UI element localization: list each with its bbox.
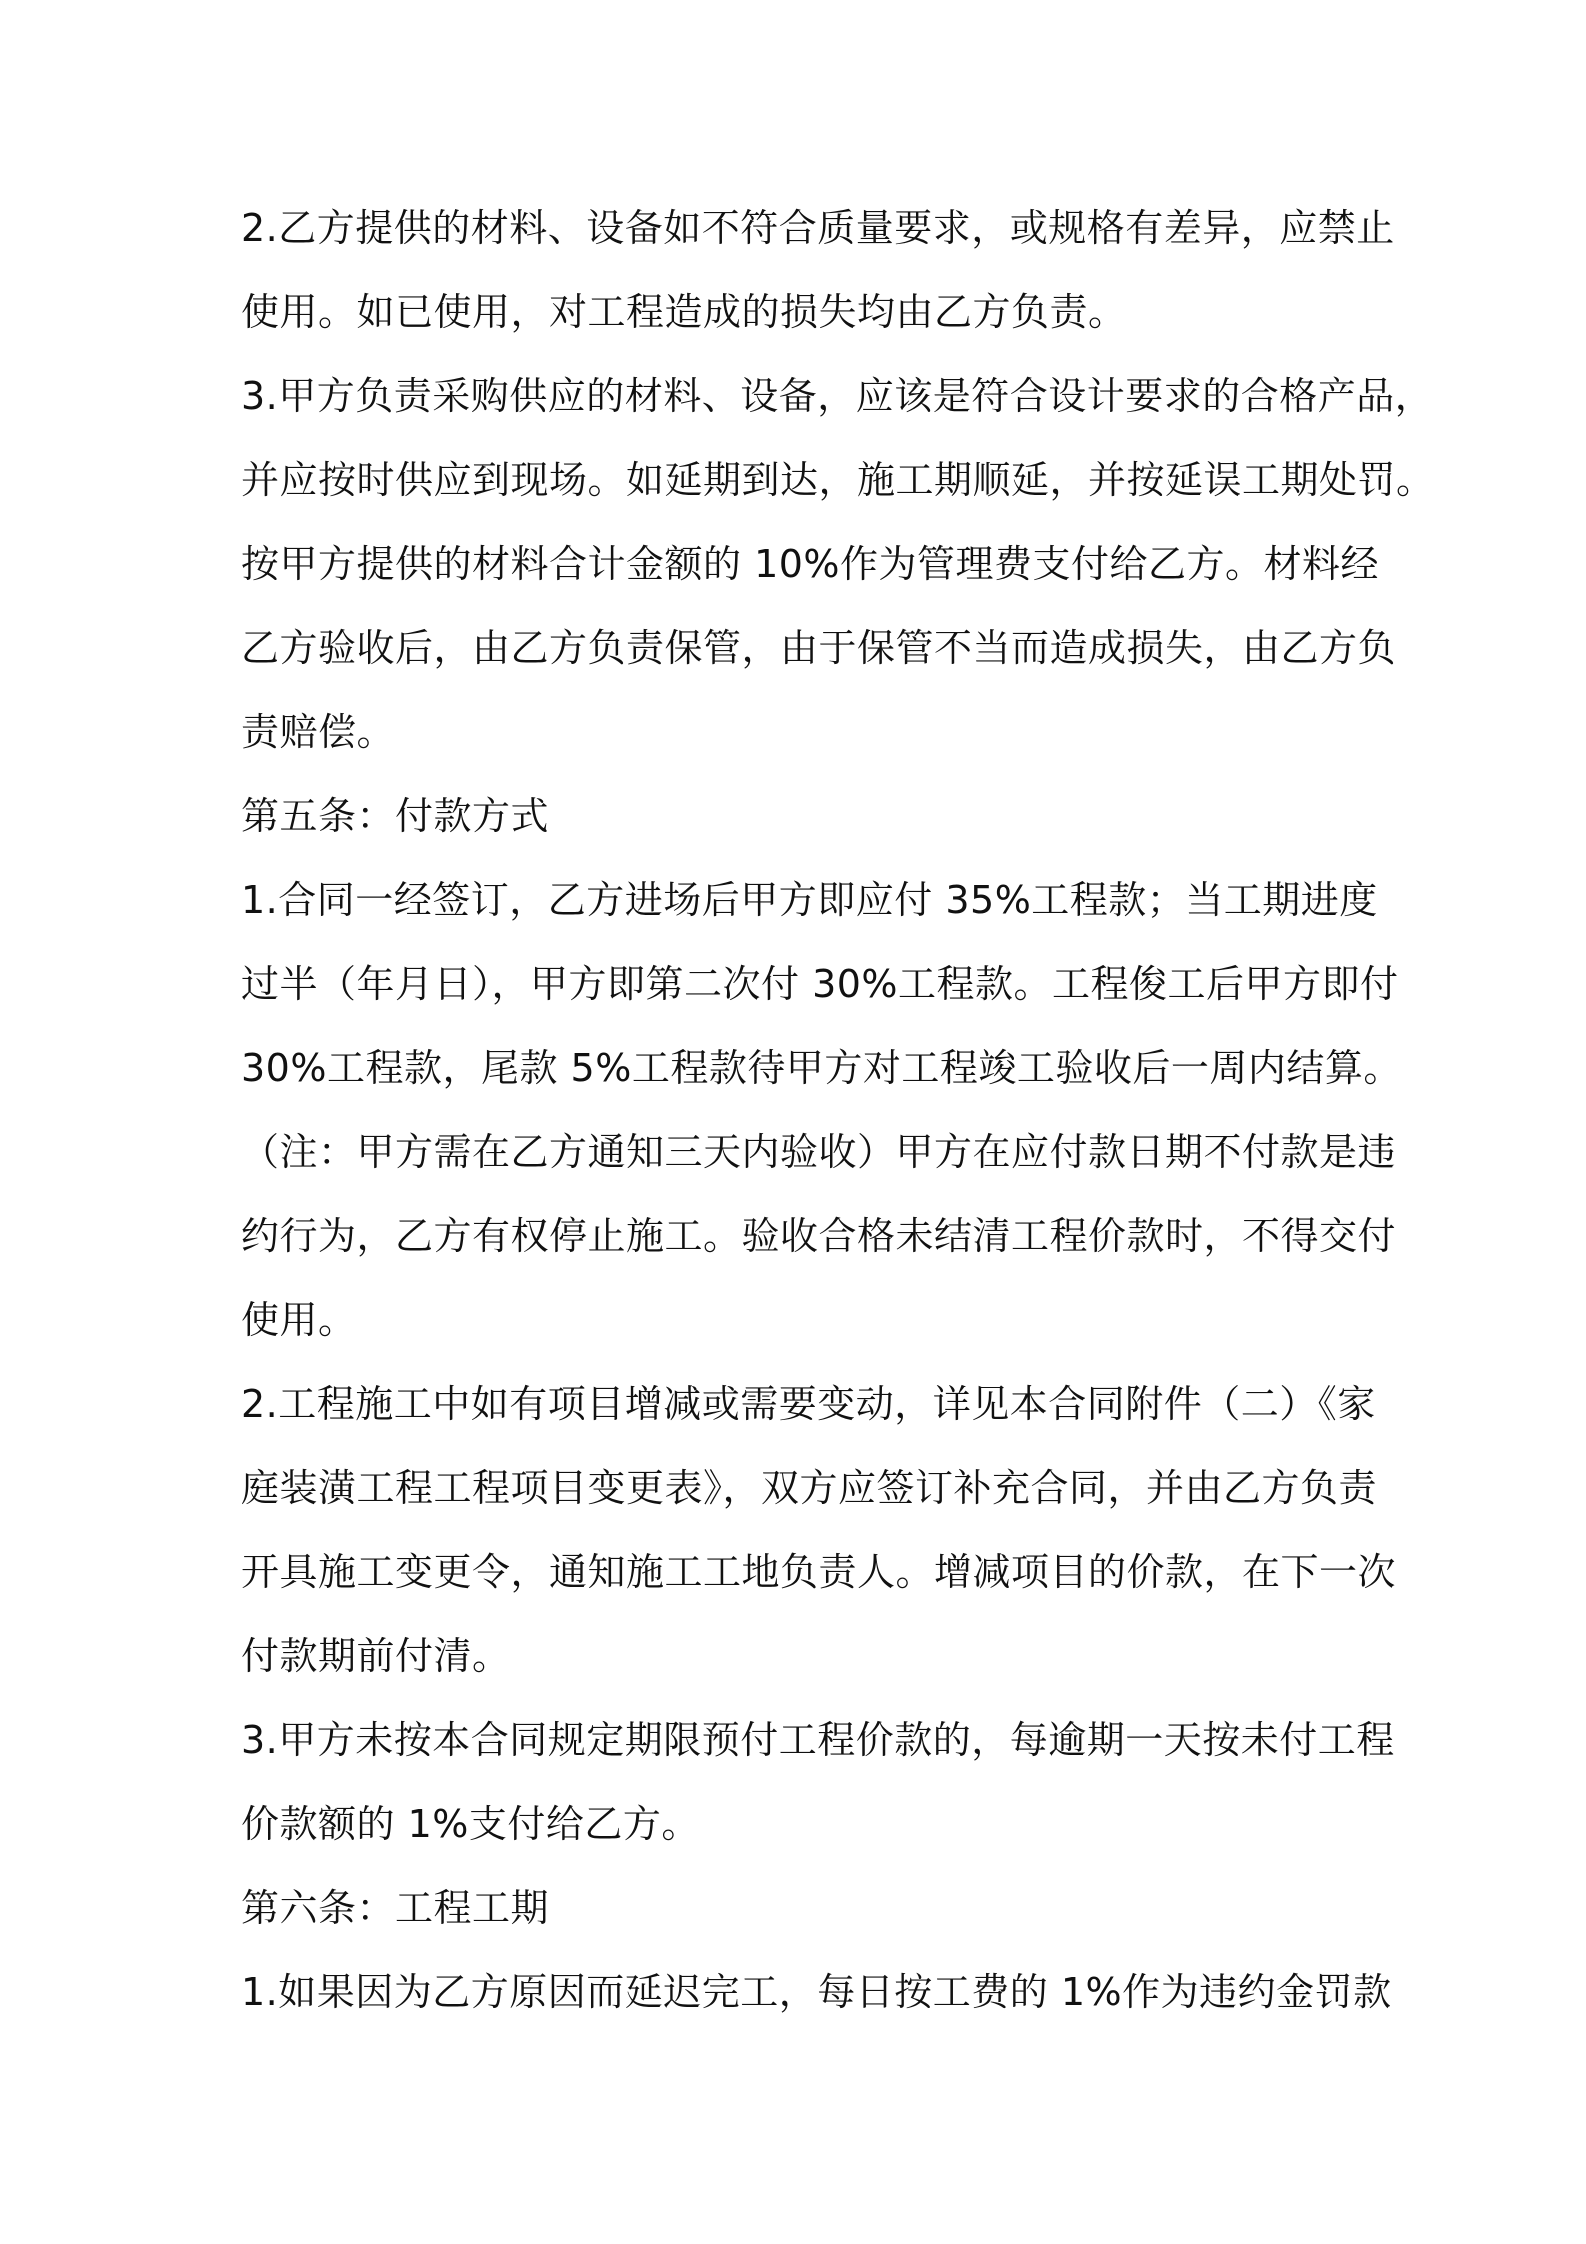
document-body (241, 186, 1435, 2034)
body-line: 1.合同一经签订，乙方进场后甲方即应付 35%工程款；当工期进度 (241, 878, 1378, 922)
section-heading: 第六条：工程工期 (241, 1886, 550, 1930)
body-line: 并应按时供应到现场。如延期到达，施工期顺延，并按延误工期处罚。 (241, 458, 1435, 502)
body-line: 约行为，乙方有权停止施工。验收合格未结清工程价款时，不得交付 (241, 1214, 1397, 1258)
body-line: 价款额的 1%支付给乙方。 (241, 1802, 700, 1846)
body-line: 3.甲方未按本合同规定期限预付工程价款的，每逾期一天按未付工程 (241, 1718, 1395, 1762)
body-line: 使用。 (241, 1298, 357, 1342)
body-line: 1.如果因为乙方原因而延迟完工，每日按工费的 1%作为违约金罚款 (241, 1970, 1392, 2014)
body-line: 责赔偿。 (241, 710, 396, 754)
body-line: 3.甲方负责采购供应的材料、设备，应该是符合设计要求的合格产品， (241, 374, 1434, 418)
body-line: 付款期前付清。 (241, 1634, 511, 1678)
body-line: 开具施工变更令，通知施工工地负责人。增减项目的价款，在下一次 (241, 1550, 1397, 1594)
body-line: 2.工程施工中如有项目增减或需要变动，详见本合同附件（二）《家 (241, 1382, 1376, 1426)
body-line: 按甲方提供的材料合计金额的 10%作为管理费支付给乙方。材料经 (241, 542, 1380, 586)
body-line: 庭装潢工程工程项目变更表》，双方应签订补充合同，并由乙方负责 (241, 1466, 1378, 1510)
body-line: 使用。如已使用，对工程造成的损失均由乙方负责。 (241, 290, 1127, 334)
body-line: 乙方验收后，由乙方负责保管，由于保管不当而造成损失，由乙方负 (241, 626, 1397, 670)
body-line: 过半（年月日），甲方即第二次付 30%工程款。工程俊工后甲方即付 (241, 962, 1399, 1006)
body-line: （注：甲方需在乙方通知三天内验收）甲方在应付款日期不付款是违 (241, 1130, 1397, 1174)
body-line: 2.乙方提供的材料、设备如不符合质量要求，或规格有差异，应禁止 (241, 206, 1395, 250)
section-heading: 第五条：付款方式 (241, 794, 550, 838)
body-line: 30%工程款，尾款 5%工程款待甲方对工程竣工验收后一周内结算。 (241, 1046, 1402, 1090)
